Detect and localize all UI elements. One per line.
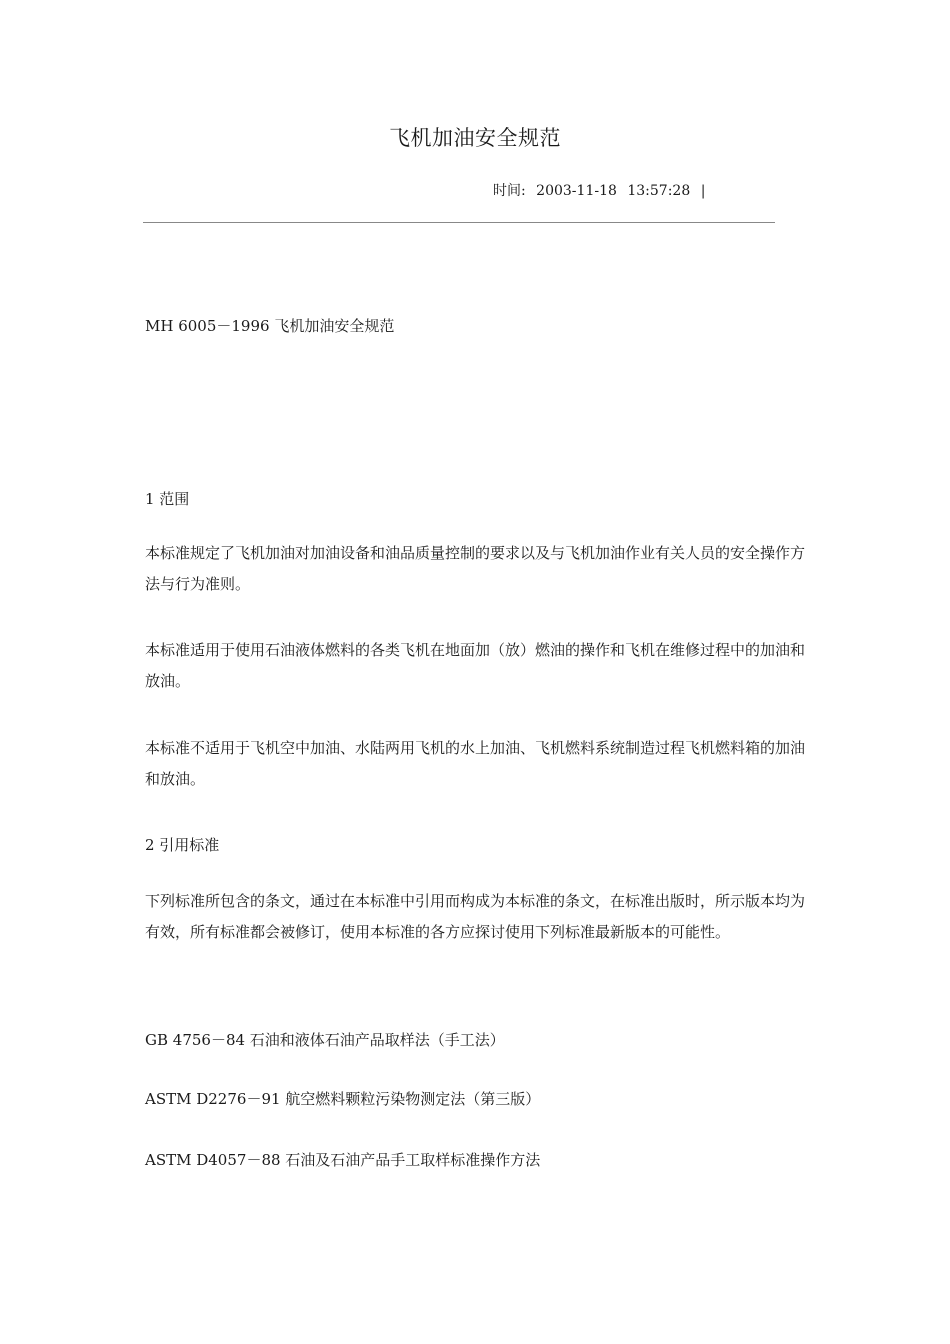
page-title: 飞机加油安全规范 — [389, 126, 561, 150]
reference-item: ASTM D2276－91 航空燃料颗粒污染物测定法（第三版） — [145, 1090, 541, 1108]
section-1-paragraph-3: 本标准不适用于飞机空中加油、水陆两用飞机的水上加油、飞机燃料系统制造过程飞机燃料箱的加油和放油。 — [145, 739, 806, 788]
reference-item: GB 4756－84 石油和液体石油产品取样法（手工法） — [145, 1031, 505, 1049]
section-2-heading: 2 引用标准 — [145, 836, 220, 854]
title-divider — [143, 222, 775, 223]
reference-item: ASTM D4057－88 石油及石油产品手工取样标准操作方法 — [145, 1151, 541, 1169]
section-2-paragraph-1: 下列标准所包含的条文，通过在本标准中引用而构成为本标准的条文，在标准出版时，所示版本均为有效，所有标准都会被修订，使用本标准的各方应探讨使用下列标准最新版本的可能性。 — [145, 892, 806, 941]
publish-clock: 13:57:28 — [627, 183, 691, 199]
section-1-paragraph-1: 本标准规定了飞机加油对加油设备和油品质量控制的要求以及与飞机加油作业有关人员的安全操作方法与行为准则。 — [145, 544, 806, 593]
standard-number-line: MH 6005－1996 飞机加油安全规范 — [145, 317, 395, 335]
time-label: 时间: — [493, 183, 526, 199]
section-1-paragraph-2: 本标准适用于使用石油液体燃料的各类飞机在地面加（放）燃油的操作和飞机在维修过程中的加油和放油。 — [145, 641, 806, 690]
publish-date: 2003-11-18 — [536, 183, 617, 199]
publish-time — [493, 180, 711, 200]
separator-mark: | — [700, 183, 706, 199]
section-1-heading: 1 范围 — [145, 490, 190, 508]
